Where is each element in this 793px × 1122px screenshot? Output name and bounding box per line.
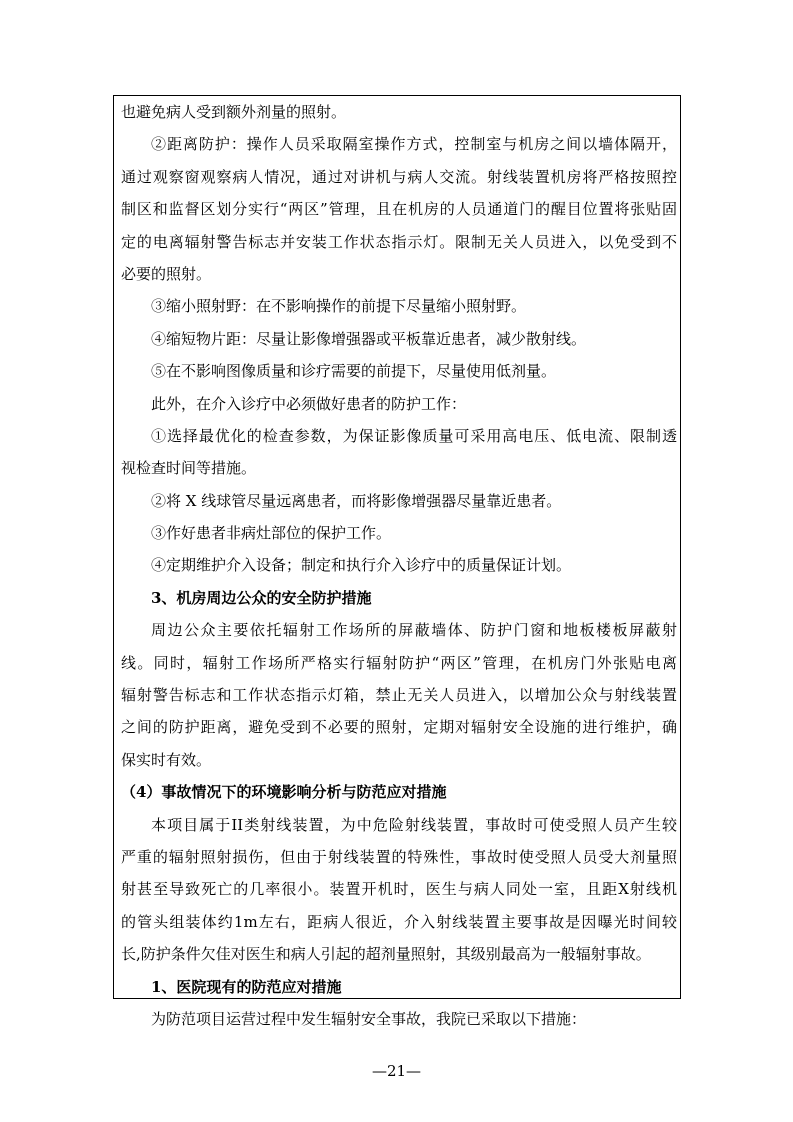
text-line: 为防范项目运营过程中发生辐射安全事故，我院已采取以下措施： bbox=[151, 1009, 587, 1028]
text-line: 通过观察窗观察病人情况，通过对讲机与病人交流。射线装置机房将严格按照控 bbox=[121, 167, 677, 186]
text-line: ①选择最优化的检查参数，为保证影像质量可采用高电压、低电流、限制透 bbox=[151, 426, 677, 445]
paragraph bbox=[121, 388, 677, 420]
text-line: （4）事故情况下的环境影响分析与防范应对措施 bbox=[121, 783, 447, 802]
text-line: 视检查时间等措施。 bbox=[121, 459, 257, 478]
text-line: 周边公众主要依托辐射工作场所的屏蔽墙体、防护门窗和地板楼板屏蔽射 bbox=[151, 621, 677, 640]
text-line: 线。同时，辐射工作场所严格实行辐射防护“两区”管理，在机房门外张贴电离 bbox=[121, 653, 677, 672]
paragraph bbox=[121, 355, 677, 387]
text-line: ②距离防护：操作人员采取隔室操作方式，控制室与机房之间以墙体隔开， bbox=[151, 135, 677, 154]
section-heading bbox=[121, 582, 677, 614]
text-line: 制区和监督区划分实行“两区”管理，且在机房的人员通道门的醒目位置将张贴固 bbox=[121, 200, 677, 219]
paragraph bbox=[121, 323, 677, 355]
text-line: ④缩短物片距：尽量让影像增强器或平板靠近患者，减少散射线。 bbox=[151, 329, 587, 348]
text-line: ⑤在不影响图像质量和诊疗需要的前提下，尽量使用低剂量。 bbox=[151, 362, 557, 381]
text-line: 也避免病人受到额外剂量的照射。 bbox=[121, 103, 347, 121]
paragraph bbox=[121, 549, 677, 581]
text-line: 本项目属于II类射线装置，为中危险射线装置，事故时可使受照人员产生较 bbox=[151, 815, 677, 834]
section-heading bbox=[121, 776, 677, 808]
text-line: 长,防护条件欠佳对医生和病人引起的超剂量照射，其级别最高为一般辐射事故。 bbox=[121, 945, 651, 964]
section-heading bbox=[121, 971, 677, 1003]
text-line: ③缩小照射野：在不影响操作的前提下尽量缩小照射野。 bbox=[151, 297, 527, 316]
text-line: 此外，在介入诊疗中必须做好患者的防护工作： bbox=[151, 394, 467, 413]
paragraph bbox=[121, 485, 677, 517]
text-line: 保实时有效。 bbox=[121, 750, 212, 769]
text-line: 严重的辐射照射损伤，但由于射线装置的特殊性，事故时使受照人员受大剂量照 bbox=[121, 847, 677, 866]
paragraph bbox=[121, 1003, 677, 1035]
text-line: 射甚至导致死亡的几率很小。装置开机时，医生与病人同处一室，且距X射线机 bbox=[121, 880, 677, 899]
paragraph bbox=[121, 420, 677, 485]
text-line: 辐射警告标志和工作状态指示灯箱，禁止无关人员进入，以增加公众与射线装置 bbox=[121, 686, 677, 705]
text-line: 定的电离辐射警告标志并安装工作状态指示灯。限制无关人员进入，以免受到不 bbox=[121, 232, 677, 251]
text-line: 3、机房周边公众的安全防护措施 bbox=[151, 588, 372, 607]
paragraph bbox=[121, 614, 677, 776]
paragraph bbox=[121, 809, 677, 971]
paragraph bbox=[121, 290, 677, 322]
document-body bbox=[121, 96, 677, 1035]
paragraph bbox=[121, 517, 677, 549]
paragraph bbox=[121, 128, 677, 290]
text-line: ④定期维护介入设备；制定和执行介入诊疗中的质量保证计划。 bbox=[151, 556, 572, 575]
paragraph bbox=[121, 96, 677, 128]
text-line: 之间的防护距离，避免受到不必要的照射，定期对辐射安全设施的进行维护，确 bbox=[121, 718, 677, 737]
text-line: 必要的照射。 bbox=[121, 264, 212, 283]
text-line: 的管头组装体约1m左右，距病人很近，介入射线装置主要事故是因曝光时间较 bbox=[121, 912, 677, 931]
text-line: ②将 X 线球管尽量远离患者，而将影像增强器尽量靠近患者。 bbox=[151, 491, 562, 510]
text-line: 1、医院现有的防范应对措施 bbox=[151, 977, 342, 996]
page-number: —21— bbox=[371, 1062, 422, 1080]
text-line: ③作好患者非病灶部位的保护工作。 bbox=[151, 524, 392, 543]
